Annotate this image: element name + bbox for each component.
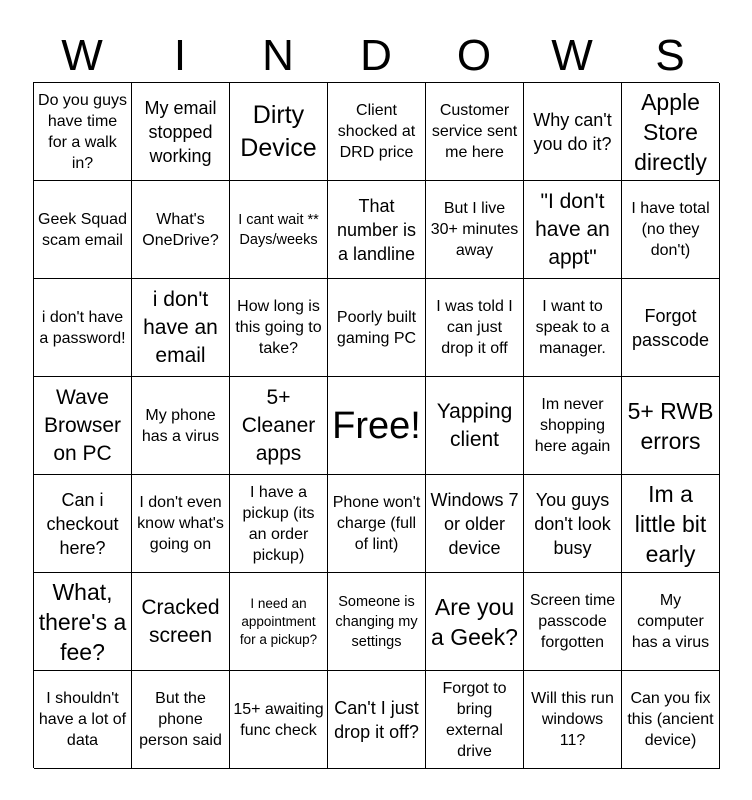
bingo-cell[interactable] xyxy=(426,671,524,769)
bingo-cell[interactable] xyxy=(524,279,622,377)
bingo-cell[interactable] xyxy=(426,573,524,671)
cell-text: Someone is changing my settings xyxy=(335,593,418,650)
bingo-cell[interactable] xyxy=(34,377,132,475)
cell-text: Do you guys have time for a walk in? xyxy=(38,91,127,172)
cell-text: But I live 30+ minutes away xyxy=(430,200,519,259)
bingo-cell[interactable] xyxy=(524,475,622,573)
bingo-cell[interactable] xyxy=(230,377,328,475)
cell-text: Wave Browser on PC xyxy=(43,385,122,465)
header-letter: W xyxy=(551,31,593,80)
bingo-cell[interactable] xyxy=(132,475,230,573)
bingo-cell[interactable] xyxy=(622,181,720,279)
header-letter: O xyxy=(456,31,492,80)
bingo-cell[interactable] xyxy=(328,83,426,181)
cell-text: Apple Store directly xyxy=(634,88,707,175)
cell-text: I need an appointment for a pickup? xyxy=(239,595,318,647)
cell-text: Forgot to bring external drive xyxy=(442,679,507,760)
bingo-cell[interactable] xyxy=(524,181,622,279)
header-letter: S xyxy=(655,31,685,80)
bingo-cell[interactable] xyxy=(328,671,426,769)
bingo-cell[interactable] xyxy=(34,475,132,573)
cell-text: I want to speak to a manager. xyxy=(535,298,610,357)
cell-text: I don't even know what's going on xyxy=(137,494,224,553)
cell-text: "I don't have an appt" xyxy=(535,189,610,269)
bingo-cell[interactable] xyxy=(230,671,328,769)
bingo-cell[interactable] xyxy=(34,181,132,279)
bingo-cell[interactable] xyxy=(230,181,328,279)
header-letter: D xyxy=(360,31,392,80)
header-letter: N xyxy=(262,31,294,80)
cell-text: My computer has a virus xyxy=(631,592,710,651)
bingo-cell[interactable] xyxy=(622,377,720,475)
bingo-cell[interactable] xyxy=(622,573,720,671)
cell-text: How long is this going to take? xyxy=(235,298,322,357)
bingo-cell[interactable] xyxy=(132,573,230,671)
cell-text: I shouldn't have a lot of data xyxy=(38,690,127,749)
bingo-cell[interactable] xyxy=(34,573,132,671)
cell-text: I have total (no they don't) xyxy=(631,200,710,259)
cell-text: Geek Squad scam email xyxy=(38,210,127,249)
cell-text: Windows 7 or older device xyxy=(430,489,519,558)
bingo-cell[interactable] xyxy=(34,83,132,181)
bingo-cell[interactable] xyxy=(524,573,622,671)
header-letter: I xyxy=(173,31,187,80)
bingo-grid xyxy=(33,82,719,768)
cell-text: Poorly built gaming PC xyxy=(336,308,417,347)
cell-text: Cracked screen xyxy=(141,595,220,647)
bingo-cell[interactable] xyxy=(426,279,524,377)
bingo-cell[interactable] xyxy=(622,83,720,181)
header-letter: W xyxy=(61,31,103,80)
cell-text: Can you fix this (ancient device) xyxy=(627,690,714,749)
bingo-cell[interactable] xyxy=(524,83,622,181)
cell-text: i don't have a password! xyxy=(39,308,126,347)
cell-text: But the phone person said xyxy=(139,690,222,749)
bingo-cell[interactable] xyxy=(132,279,230,377)
cell-text: Forgot passcode xyxy=(631,305,710,350)
cell-text: What, there's a fee? xyxy=(38,578,127,665)
cell-text: Can i checkout here? xyxy=(46,489,119,558)
cell-text: Customer service sent me here xyxy=(431,102,518,161)
cell-text: My email stopped working xyxy=(144,97,217,166)
cell-text: Yapping client xyxy=(436,399,513,451)
bingo-cell[interactable] xyxy=(230,475,328,573)
bingo-cell[interactable] xyxy=(132,671,230,769)
bingo-cell[interactable] xyxy=(426,475,524,573)
bingo-cell[interactable] xyxy=(426,83,524,181)
cell-text: Are you a Geek? xyxy=(431,593,518,650)
cell-text: Phone won't charge (full of lint) xyxy=(332,494,421,553)
free-space-cell[interactable] xyxy=(328,377,426,475)
bingo-cell[interactable] xyxy=(132,83,230,181)
bingo-cell[interactable] xyxy=(622,279,720,377)
cell-text: That number is a landline xyxy=(336,195,417,264)
cell-text: 15+ awaiting func check xyxy=(233,700,324,739)
bingo-cell[interactable] xyxy=(524,377,622,475)
bingo-cell[interactable] xyxy=(34,671,132,769)
cell-text: 5+ Cleaner apps xyxy=(241,385,316,465)
bingo-cell[interactable] xyxy=(426,181,524,279)
bingo-cell[interactable] xyxy=(328,573,426,671)
cell-text: Can't I just drop it off? xyxy=(334,697,419,742)
cell-text: I cant wait ** Days/weeks xyxy=(238,211,319,248)
cell-text: You guys don't look busy xyxy=(534,489,611,558)
bingo-cell[interactable] xyxy=(622,671,720,769)
cell-text: Screen time passcode forgotten xyxy=(529,592,616,651)
bingo-cell[interactable] xyxy=(230,83,328,181)
cell-text: Dirty Device xyxy=(240,100,317,162)
free-space-text: Free! xyxy=(332,404,421,447)
cell-text: What's OneDrive? xyxy=(142,210,219,249)
cell-text: 5+ RWB errors xyxy=(627,397,714,454)
bingo-cell[interactable] xyxy=(34,279,132,377)
cell-text: My phone has a virus xyxy=(141,406,220,445)
bingo-cell[interactable] xyxy=(132,181,230,279)
bingo-cell[interactable] xyxy=(524,671,622,769)
bingo-cell[interactable] xyxy=(230,279,328,377)
bingo-cell[interactable] xyxy=(328,279,426,377)
bingo-cell[interactable] xyxy=(132,377,230,475)
cell-text: Why can't you do it? xyxy=(533,109,612,154)
cell-text: i don't have an email xyxy=(143,287,218,367)
bingo-cell[interactable] xyxy=(622,475,720,573)
bingo-cell[interactable] xyxy=(230,573,328,671)
cell-text: Im a little bit early xyxy=(634,480,707,567)
bingo-cell[interactable] xyxy=(426,377,524,475)
cell-text: Client shocked at DRD price xyxy=(337,102,416,161)
bingo-cell[interactable] xyxy=(328,181,426,279)
cell-text: Im never shopping here again xyxy=(534,396,611,455)
cell-text: Will this run windows 11? xyxy=(531,690,614,749)
cell-text: I was told I can just drop it off xyxy=(436,298,513,357)
bingo-cell[interactable] xyxy=(328,475,426,573)
bingo-header xyxy=(33,30,719,82)
cell-text: I have a pickup (its an order pickup) xyxy=(242,483,315,564)
